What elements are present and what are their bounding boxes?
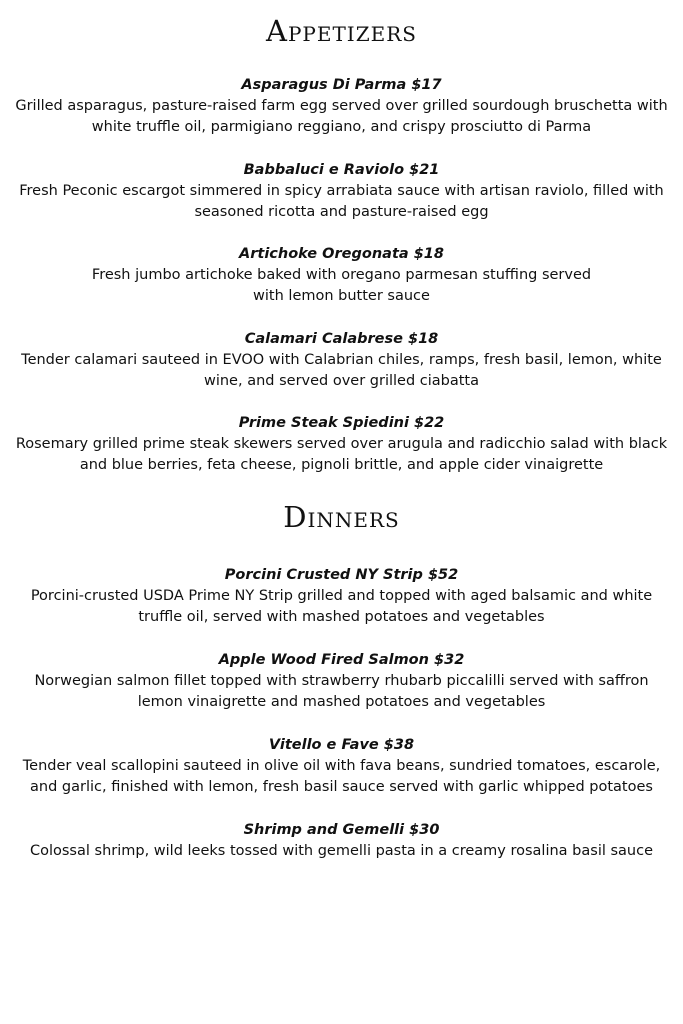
menu-item [0,160,683,223]
menu-item-name: Apple Wood Fired Salmon $32 [218,652,465,668]
menu-item [0,244,683,307]
menu-item-description-line: Fresh Peconic escargot simmered in spicy arrabiata sauce with artisan raviolo, filled with [19,183,664,199]
menu-item-description-line: truffle oil, served with mashed potatoes and vegetables [138,609,545,625]
menu-item-name: Vitello e Fave $38 [268,737,415,753]
menu-item-description-line: Rosemary grilled prime steak skewers served over arugula and radicchio salad with black [15,436,668,452]
menu-item [0,650,683,713]
menu-item-description-line: Fresh jumbo artichoke baked with oregano parmesan stuffing served [91,267,592,283]
menu-item-description-line: seasoned ricotta and pasture-raised egg [194,204,489,220]
menu-item-name: Prime Steak Spiedini $22 [238,415,445,431]
menu-item-name: Asparagus Di Parma $17 [241,77,442,93]
menu-item-description-line: Tender veal scallopini sauteed in olive oil with fava beans, sundried tomatoes, escarole, [22,758,661,774]
menu-item-description-line: Tender calamari sauteed in EVOO with Calabrian chiles, ramps, fresh basil, lemon, white [21,352,662,368]
menu-item [0,735,683,798]
menu-item [0,820,683,862]
menu-item [0,75,683,138]
menu-item-description-line: with lemon butter sauce [253,288,430,304]
menu-item-description-line: and blue berries, feta cheese, pignoli brittle, and apple cider vinaigrette [79,457,604,473]
menu-item-description-line: wine, and served over grilled ciabatta [203,373,480,389]
menu-item-name: Calamari Calabrese $18 [244,331,439,347]
menu-item-name: Porcini Crusted NY Strip $52 [224,567,459,583]
menu-item-description-line: Norwegian salmon fillet topped with strawberry rhubarb piccalilli served with saffron [34,673,649,689]
menu-item-description-line: Colossal shrimp, wild leeks tossed with gemelli pasta in a creamy rosalina basil sauce [29,843,654,859]
menu-item-description-line: and garlic, finished with lemon, fresh basil sauce served with garlic whipped potatoes [30,779,653,795]
menu-item [0,329,683,392]
menu-item-name: Babbaluci e Raviolo $21 [243,162,440,178]
menu-item [0,565,683,628]
appetizers-heading: Appetizers [266,14,417,48]
menu-item-description-line: Porcini-crusted USDA Prime NY Strip grilled and topped with aged balsamic and white [30,588,653,604]
menu-item [0,413,683,476]
menu-item-description-line: Grilled asparagus, pasture-raised farm egg served over grilled sourdough bruschetta with [15,98,668,114]
dinners-heading: Dinners [283,500,400,534]
menu-item-description-line: lemon vinaigrette and mashed potatoes and vegetables [137,694,546,710]
menu-item-name: Artichoke Oregonata $18 [239,246,444,262]
menu-item-description-line: white truffle oil, parmigiano reggiano, and crispy prosciutto di Parma [91,119,592,135]
menu-item-name: Shrimp and Gemelli $30 [243,822,440,838]
